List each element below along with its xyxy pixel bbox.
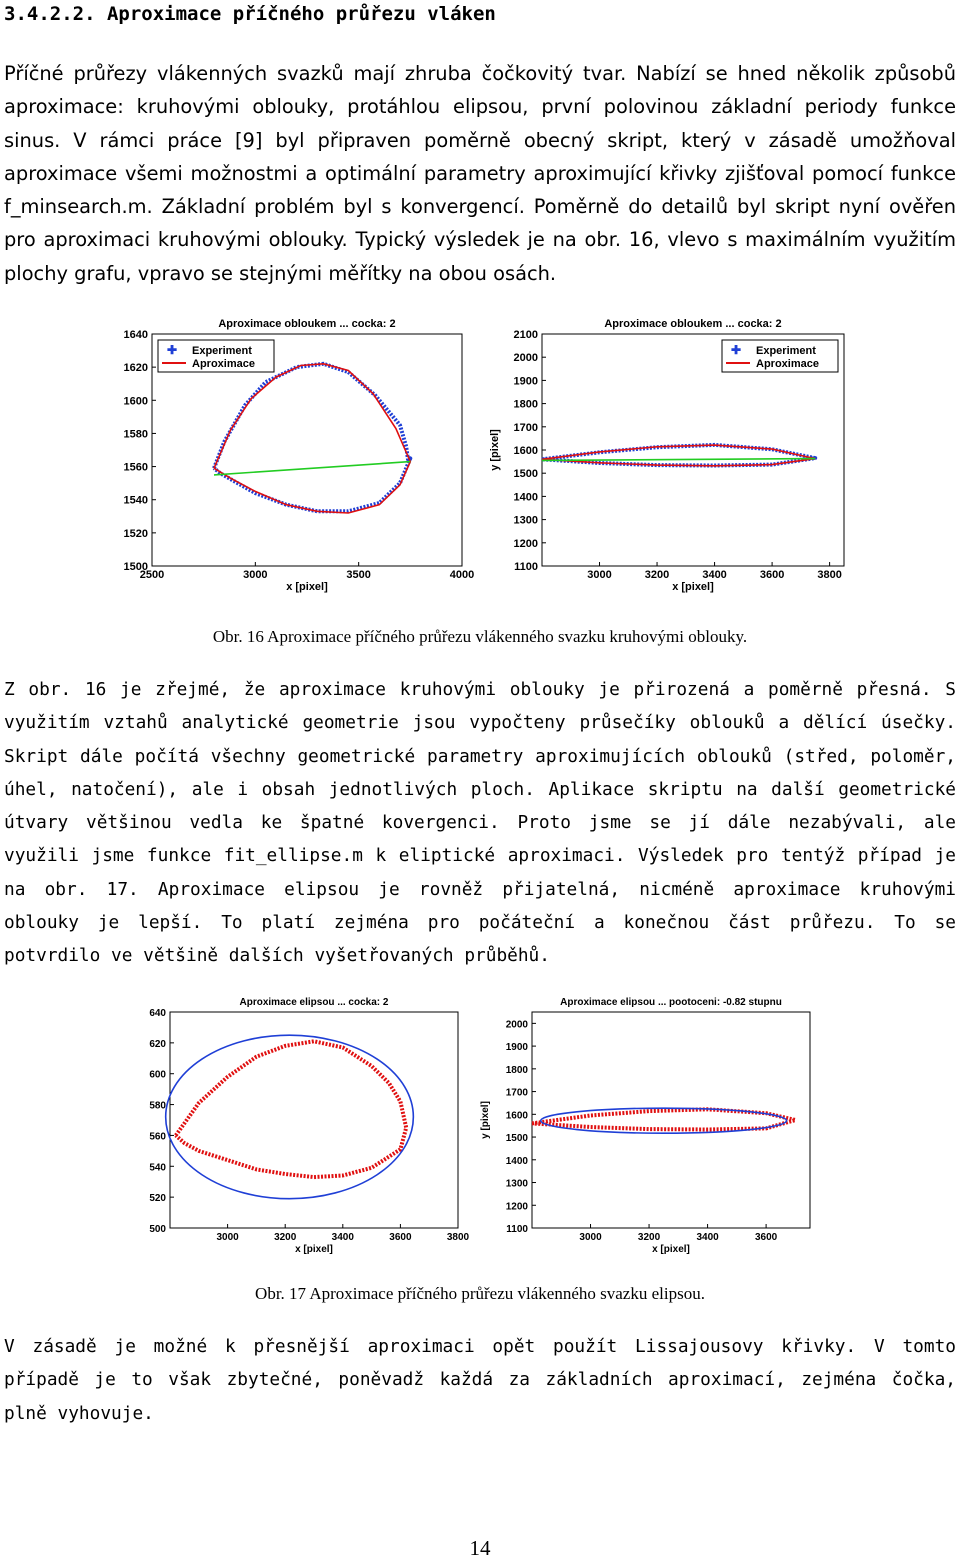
legend-label: Aproximace (192, 358, 255, 370)
y-tick-label: 1300 (505, 1178, 528, 1190)
y-tick-label: 640 (149, 1008, 166, 1019)
chart-title: Aproximace obloukem ... cocka: 2 (218, 318, 396, 330)
y-tick-label: 1800 (513, 398, 538, 411)
x-tick-label: 3200 (637, 1232, 661, 1243)
y-tick-label: 1100 (506, 1224, 528, 1235)
plot-frame (532, 1012, 810, 1228)
y-tick-label: 1540 (123, 494, 148, 507)
y-tick-label: 1520 (123, 527, 148, 540)
x-tick-label: 3200 (274, 1232, 297, 1243)
y-tick-label: 1580 (123, 428, 148, 441)
x-tick-label: 3200 (644, 569, 670, 581)
x-axis-label: x [pixel] (672, 581, 714, 593)
y-tick-label: 1600 (505, 1110, 528, 1122)
x-tick-label: 3000 (587, 569, 612, 581)
y-tick-label: 580 (149, 1100, 166, 1112)
legend-label: Experiment (756, 345, 816, 357)
experiment-marker-icon: ✚ (166, 343, 178, 357)
x-axis-label: x [pixel] (295, 1244, 333, 1255)
x-tick-label: 3400 (331, 1232, 354, 1243)
x-tick-label: 3800 (446, 1232, 470, 1243)
paragraph-results: Z obr. 16 je zřejmé, že aproximace kruhovými oblouky je přirozená a poměrně přesná. S využitím vztahů analytické geometrie jsou vypočteny průsečíky oblouků a dělící úsečky. Skript dále počítá všechny geometrické parametry aproximujících oblouků (střed, poloměr, úhel, natočení), ale i obsah jednotlivých ploch. Aplikace skriptu na další geometrické útvary většinou vedla ke špatné kovergenci. Proto jsme se jí dále nezabývali, ale využili jsme funkce fit_ellipse.m k eliptické aproximaci. Výsledek pro tentýž případ je na obr. 17. Aproximace elipsou je rovněž přijatelná, nicméně aproximace kruhovými oblouky je lepší. To platí zejména pro počáteční a konečnou část průřezu. To se potvrdilo ve většině dalších vyšetřovaných průběhů. (4, 679, 956, 967)
page-number: 14 (469, 1536, 491, 1560)
y-tick-label: 1640 (123, 329, 148, 341)
figure-17-caption: Obr. 17 Aproximace příčného průřezu vlákenného svazku elipsou. (255, 1284, 705, 1303)
x-tick-label: 3800 (817, 569, 842, 581)
y-tick-label: 1560 (123, 461, 148, 474)
x-tick-label: 3600 (759, 569, 785, 581)
paragraph-conclusion: V zásadě je možné k přesnější aproximaci opět použít Lissajousovy křivky. V tomto případě je to však zbytečné, poněvadž každá za základních aproximací, zejména čočka, plně vyhovuje. (4, 1336, 956, 1424)
x-tick-label: 3400 (696, 1232, 719, 1243)
y-tick-label: 1200 (513, 537, 538, 550)
x-tick-label: 3600 (389, 1232, 412, 1243)
y-tick-label: 1500 (505, 1133, 528, 1145)
y-tick-label: 1700 (513, 421, 538, 434)
y-tick-label: 1600 (123, 395, 148, 408)
plot-frame (170, 1012, 458, 1228)
y-tick-label: 1600 (513, 445, 538, 457)
figure-16-left-chart (108, 312, 478, 594)
y-tick-label: 1620 (123, 362, 148, 375)
y-tick-label: 1900 (505, 1042, 528, 1054)
chart-title: Aproximace elipsou ... cocka: 2 (239, 997, 389, 1008)
y-tick-label: 1500 (123, 561, 148, 573)
y-tick-label: 1400 (513, 491, 538, 504)
y-tick-label: 600 (149, 1069, 166, 1081)
experiment-marker-icon: ✚ (730, 343, 742, 357)
y-tick-label: 1500 (513, 468, 538, 481)
figure-16-right-chart (480, 312, 860, 594)
x-tick-label: 3500 (346, 569, 371, 581)
y-tick-label: 620 (149, 1038, 166, 1050)
x-tick-label: 3400 (702, 569, 727, 581)
y-tick-label: 1700 (505, 1087, 528, 1099)
y-axis-label: y [pixel] (489, 429, 501, 471)
figure-17-right-chart (470, 990, 832, 1258)
y-tick-label: 1100 (514, 561, 538, 573)
y-tick-label: 2100 (513, 329, 538, 341)
x-axis-label: x [pixel] (652, 1244, 690, 1255)
y-tick-label: 1400 (505, 1155, 528, 1167)
chart-title: Aproximace obloukem ... cocka: 2 (604, 318, 782, 330)
x-axis-label: x [pixel] (286, 581, 328, 593)
y-tick-label: 1300 (513, 514, 538, 527)
figure-17-left-chart (130, 990, 470, 1258)
y-tick-label: 560 (149, 1131, 166, 1143)
y-tick-label: 2000 (513, 352, 538, 365)
y-axis-label: y [pixel] (480, 1101, 491, 1139)
section-heading: 3.4.2.2. Aproximace příčného průřezu vláken (4, 3, 496, 25)
x-tick-label: 3600 (754, 1232, 778, 1243)
chart-title: Aproximace elipsou ... pootoceni: -0.82 stupnu (560, 997, 782, 1008)
paragraph-intro: Příčné průřezy vlákenných svazků mají zhruba čočkovitý tvar. Nabízí se hned několik způsobů aproximace: kruhovými oblouky, protáhlou elipsou, první polovinou základní periody funkce sinus. V rámci práce [9] byl připraven poměrně obecný skript, který v zásadě umožňoval aproximace všemi možnostmi a optimální parametry aproximující křivky zjišťoval pomocí funkce f_minsearch.m. Základní problém byl s konvergencí. Poměrně do detailů byl skript nyní ověřen pro aproximaci kruhovými oblouky. Typický výsledek je na obr. 16, vlevo s maximálním využitím plochy grafu, vpravo se stejnými měřítky na obou osách. (4, 62, 956, 285)
x-tick-label: 3000 (216, 1232, 239, 1243)
figure-16-caption: Obr. 16 Aproximace příčného průřezu vlákenného svazku kruhovými oblouky. (212, 627, 748, 646)
y-tick-label: 500 (149, 1224, 166, 1235)
x-tick-label: 3000 (243, 569, 268, 581)
y-tick-label: 1200 (505, 1201, 528, 1213)
legend-label: Experiment (192, 345, 252, 357)
y-tick-label: 540 (149, 1162, 166, 1174)
y-tick-label: 520 (149, 1193, 166, 1205)
y-tick-label: 2000 (505, 1019, 528, 1031)
x-tick-label: 2500 (139, 569, 165, 581)
y-tick-label: 1800 (505, 1064, 528, 1076)
legend-label: Aproximace (756, 358, 819, 370)
y-tick-label: 1900 (513, 375, 538, 388)
x-tick-label: 3000 (579, 1232, 602, 1243)
x-tick-label: 4000 (449, 569, 475, 581)
